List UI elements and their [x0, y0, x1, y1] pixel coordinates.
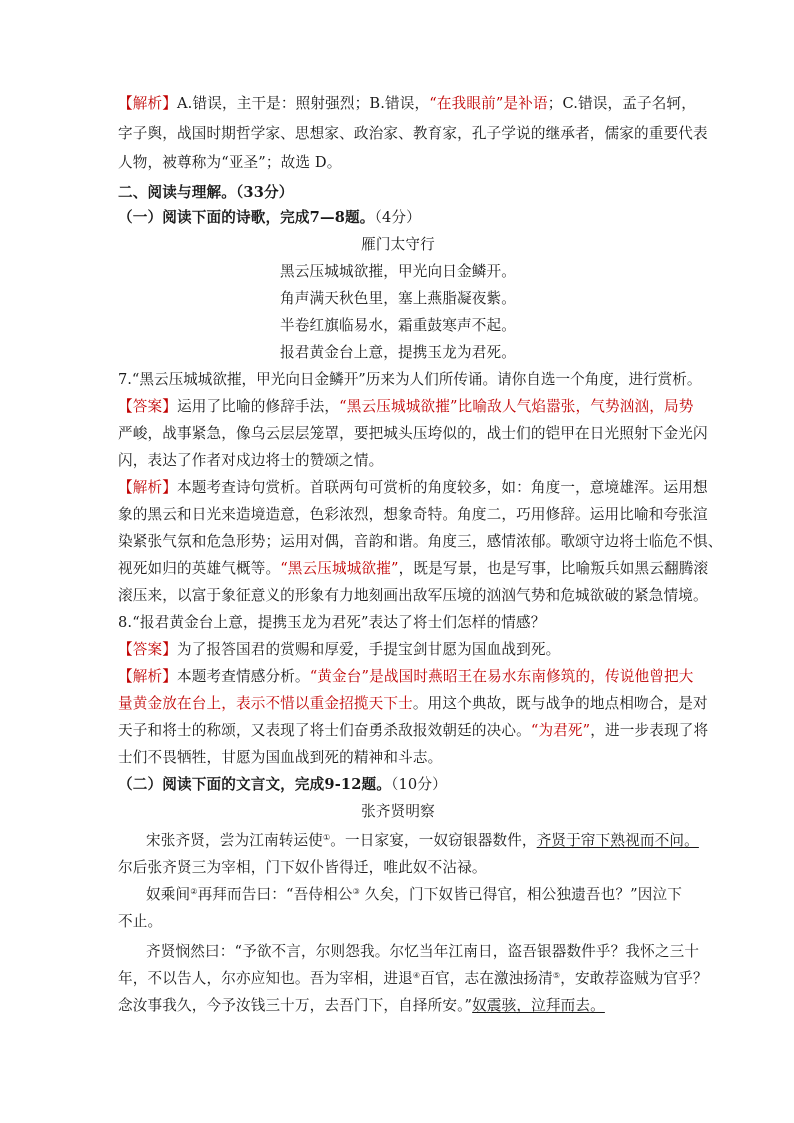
- analysis-quote: “黑云压城城欲摧”: [280, 560, 399, 577]
- passage-text: 宋张齐贤，尝为江南转运使: [146, 832, 323, 849]
- answer-label: 【答案】: [118, 398, 177, 415]
- classical-title: 张齐贤明察: [361, 803, 435, 820]
- classical-p3-line-2: [118, 969, 708, 989]
- q8-analysis-line-4: 士们不畏牺牲，甘愿为国血战到死的精神和斗志。: [118, 749, 443, 766]
- footnote-marker: ①: [322, 833, 331, 842]
- analysis-text: 天子和将士的称颂，又表现了将士们奋勇杀敌报效朝廷的决心。: [118, 722, 531, 739]
- part1-heading-text: （一）阅读下面的诗歌，完成7—8题。: [118, 209, 375, 226]
- analysis-quote: “在我眼前”是补语: [429, 95, 548, 112]
- q8-analysis-line-3: [118, 721, 709, 741]
- footnote-marker: ④: [412, 971, 421, 980]
- q7-analysis-line-5: 滚压来，以富于象征意义的形象有力地刻画出敌军压境的汹汹气势和危城欲破的紧急情境。: [118, 587, 708, 604]
- analysis-label: 【解析】: [118, 479, 177, 496]
- analysis-text: 本题考查情感分析。: [176, 668, 310, 685]
- analysis-quote: “黄金台”是战国时燕昭王在易水东南修筑的，传说他曾把大: [309, 668, 694, 685]
- analysis-6-line-3: 人物，被尊称为“亚圣”；故选 D。: [118, 154, 342, 171]
- passage-text: 奴乘间: [146, 886, 191, 903]
- passage-text: ，安敢荐盗贼为官乎？: [560, 970, 708, 987]
- analysis-text: ；C.错误，孟子名轲，: [547, 95, 697, 112]
- poem-line-4: 报君黄金台上意，提携玉龙为君死。: [280, 344, 516, 361]
- analysis-text: 。用这个典故，既与战争的地点相吻合，是对: [412, 695, 708, 712]
- classical-p2-line-1: [146, 885, 706, 905]
- passage-text: 再拜而告曰：“吾侍相公: [197, 886, 353, 903]
- underlined-sentence: 奴震骇，泣拜而去。: [472, 997, 605, 1014]
- analysis-6-line-2: 字子舆，战国时期哲学家、思想家、政治家、教育家，孔子学说的继承者，儒家的重要代表: [118, 125, 708, 142]
- part1-heading: [118, 208, 678, 228]
- poem-line-1: 黑云压城城欲摧，甲光向日金鳞开。: [280, 263, 516, 280]
- analysis-text: 视死如归的英雄气概等。: [118, 560, 281, 577]
- q7-analysis-line-4: [118, 559, 709, 579]
- analysis-label: 【解析】: [118, 668, 177, 685]
- poem-title: 雁门太守行: [361, 236, 435, 253]
- poem-line-2: 角声满天秋色里，塞上燕脂凝夜紫。: [280, 290, 516, 307]
- passage-text: 久矣，门下奴皆已得官，相公独遗吾也？”因泣下: [359, 886, 682, 903]
- analysis-text: 本题考查诗句赏析。首联两句可赏析的角度较多，如：角度一，意境雄浑。运用想: [176, 479, 708, 496]
- q7-answer-line-1: [118, 397, 694, 417]
- section-heading: 二、阅读与理解。（33分）: [118, 184, 294, 201]
- analysis-label: 【解析】: [118, 95, 177, 112]
- part2-heading-text: （二）阅读下面的文言文，完成9-12题。: [118, 776, 392, 793]
- footnote-marker: ⑤: [552, 971, 561, 980]
- analysis-text: ，进一步表现了将: [590, 722, 709, 739]
- answer-text: 运用了比喻的修辞手法，: [176, 398, 340, 415]
- answer-text: 为了报答国君的赏赐和厚爱，手提宝剑甘愿为国血战到死。: [176, 641, 561, 658]
- passage-text: 百官，志在激浊扬清: [420, 970, 553, 987]
- answer-quote: “黑云压城城欲摧”比喻敌人气焰嚣张，气势汹汹，局势: [339, 398, 694, 415]
- classical-p1-line-2: 尔后张齐贤三为宰相，门下奴仆皆得迁，唯此奴不沾禄。: [118, 859, 487, 876]
- q7-answer-line-2: 严峻，战事紧急，像乌云层层笼罩，要把城头压垮似的，战士们的铠甲在日光照射下金光闪: [118, 425, 708, 442]
- question-7: 7.“黑云压城城欲摧，甲光向日金鳞开”历来为人们所传诵。请你自选一个角度，进行赏析。: [118, 371, 702, 388]
- classical-p3-line-1: 齐贤悯然曰：“予欲不言，尔则怨我。尔忆当年江南日，盗吾银器数件乎？我怀之三十: [146, 943, 700, 960]
- analysis-quote: “为君死”: [530, 722, 591, 739]
- classical-p2-line-2: 不止。: [118, 913, 163, 930]
- passage-text: 。一日家宴，一奴窃银器数件，: [330, 832, 537, 849]
- underlined-sentence: 齐贤于帘下熟视而不问。: [536, 832, 699, 849]
- passage-text: 年，不以告人，尔亦应知也。吾为宰相，进退: [118, 970, 413, 987]
- q8-analysis-line-1: [118, 667, 694, 687]
- q8-answer: [118, 640, 678, 660]
- footnote-marker: ③: [352, 887, 360, 896]
- answer-label: 【答案】: [118, 641, 177, 658]
- analysis-text: A.错误，主干是：照射强烈；B.错误，: [176, 95, 430, 112]
- question-8: 8.“报君黄金台上意，提携玉龙为君死”表达了将士们怎样的情感？: [118, 614, 546, 631]
- classical-p1-line-1: [146, 831, 706, 851]
- footnote-marker: ②: [190, 887, 198, 896]
- q8-analysis-line-2: [118, 694, 708, 714]
- q7-answer-line-3: 闪，表达了作者对戍边将士的赞颂之情。: [118, 452, 384, 469]
- analysis-6-line-1: [118, 94, 697, 114]
- q7-analysis-line-1: [118, 478, 708, 498]
- q7-analysis-line-2: 象的黑云和日光来造境造意，色彩浓烈，想象奇特。角度二，巧用修辞。运用比喻和夸张渲: [118, 506, 708, 523]
- classical-p3-line-3: [118, 996, 678, 1016]
- analysis-quote: 量黄金放在台上，表示不惜以重金招揽天下士: [118, 695, 413, 712]
- part1-score: （4分）: [374, 209, 421, 226]
- part2-score: （10分）: [391, 776, 447, 793]
- q7-analysis-line-3: 染紧张气氛和危急形势；运用对偶，音韵和谐。角度三，感情浓郁。歌颂守边将士临危不惧、: [118, 533, 723, 550]
- analysis-text: ，既是写景，也是写事，比喻叛兵如黑云翻腾滚: [398, 560, 709, 577]
- part2-heading: [118, 775, 678, 795]
- passage-text: 念汝事我久，今予汝钱三十万，去吾门下，自择所安。”: [118, 997, 473, 1014]
- poem-line-3: 半卷红旗临易水，霜重鼓寒声不起。: [280, 317, 516, 334]
